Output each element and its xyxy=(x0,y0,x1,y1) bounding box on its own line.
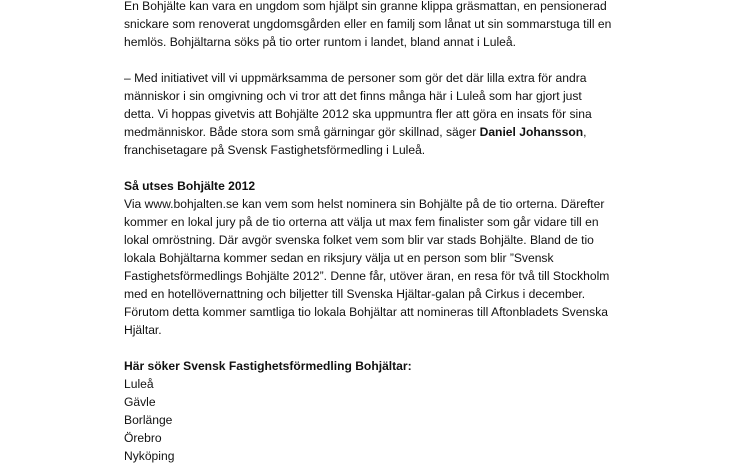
selection-section xyxy=(124,177,644,339)
section-line: lokala Bohjältarna kommer sedan en riksjury välja ut en person som blir ”Svensk xyxy=(124,251,554,265)
section-heading: Så utses Bohjälte 2012 xyxy=(124,179,256,193)
quote-line: – Med initiativet vill vi uppmärksamma de personer som gör det där lilla extra för andra xyxy=(124,71,587,85)
quote-line-with-speaker xyxy=(124,123,644,141)
quote-line: medmänniskor. Både stora som små gärningar gör skillnad, säger xyxy=(124,125,480,139)
location-item: Luleå xyxy=(124,377,154,391)
locations-section xyxy=(124,357,644,465)
location-item: Örebro xyxy=(124,431,162,445)
section-line: med en hotellövernattning och biljetter till Svenska Hjältar-galan på Cirkus i december. xyxy=(124,287,586,301)
document-page xyxy=(124,0,644,465)
quote-line: människor i sin omgivning och vi tror att det finns många här i Luleå som har gjort just xyxy=(124,89,582,103)
intro-line: hemlös. Bohjältarna söks på tio orter runtom i landet, bland annat i Luleå. xyxy=(124,35,516,49)
intro-paragraph xyxy=(124,0,644,51)
intro-line: En Bohjälte kan vara en ungdom som hjälpt sin granne klippa gräsmattan, en pensionerad xyxy=(124,0,607,13)
section-line: Förutom detta kommer samtliga tio lokala Bohjältar att nomineras till Aftonbladets Svenska xyxy=(124,305,608,319)
paragraph-gap xyxy=(124,339,644,357)
location-item: Gävle xyxy=(124,395,156,409)
speaker-title: franchisetagare på Svensk Fastighetsförmedling i Luleå. xyxy=(124,143,426,157)
paragraph-gap xyxy=(124,159,644,177)
location-item: Borlänge xyxy=(124,413,173,427)
section-line: Fastighetsförmedlings Bohjälte 2012”. Denne får, utöver äran, en resa för två till Stockholm xyxy=(124,269,610,283)
quote-line: detta. Vi hoppas givetvis att Bohjälte 2012 ska uppmuntra fler att göra en insats för sina xyxy=(124,107,592,121)
paragraph-gap xyxy=(124,51,644,69)
speaker-comma: , xyxy=(583,125,587,139)
location-item: Nyköping xyxy=(124,449,175,463)
section-line: Via www.bohjalten.se kan vem som helst nominera sin Bohjälte på de tio orterna. Därefter xyxy=(124,197,605,211)
intro-line: snickare som renoverat ungdomsgården eller en familj som lånat ut sin sommarstuga till en xyxy=(124,17,612,31)
section-line: lokal omröstning. Där avgör svenska folket vem som blir var stads Bohjälte. Bland de tio xyxy=(124,233,594,247)
locations-heading: Här söker Svensk Fastighetsförmedling Bohjältar: xyxy=(124,359,412,373)
speaker-name: Daniel Johansson xyxy=(479,125,584,139)
quote-paragraph xyxy=(124,69,644,159)
section-line: kommer en lokal jury på de tio orterna att välja ut max fem finalister som går vidare till en xyxy=(124,215,599,229)
section-line: Hjältar. xyxy=(124,323,162,337)
